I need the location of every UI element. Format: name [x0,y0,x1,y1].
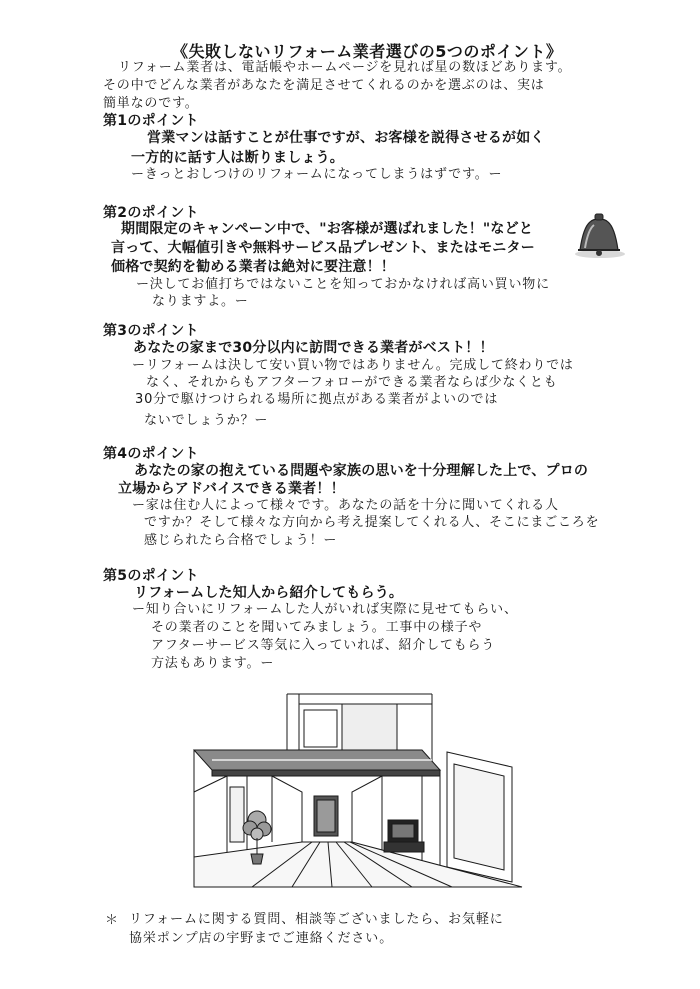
point-3-body-3: 30分で駆けつけられる場所に拠点がある業者がよいのでは [135,392,499,407]
bell-icon [566,210,628,260]
point-5-body-4: 方法もあります。ー [151,656,275,671]
point-1-lead-1: 営業マンは話すことが仕事ですが、お客様を説得させるが如く [147,130,545,146]
point-1-heading: 第1のポイント [103,113,199,129]
intro-line-1: リフォーム業者は、電話帳やホームページを見れば星の数ほどあります。 [118,60,572,75]
point-1-lead-2: 一方的に話す人は断りましょう。 [131,150,344,166]
room-interior-illustration [192,692,524,892]
point-3-body-4: ないでしょうか？ー [144,413,269,428]
point-2-body-2: なりますよ。ー [152,294,249,309]
point-4-body-3: 感じられたら合格でしょう！ー [144,533,338,548]
point-5-body-3: アフターサービス等気に入っていれば、紹介してもらう [151,638,496,653]
point-5-body-1: ー知り合いにリフォームした人がいれば実際に見せてもらい、 [132,602,518,617]
point-2-lead-2: 言って、大幅値引きや無料サービス品プレゼント、またはモニター [111,240,535,256]
footer-line-2: 協栄ポンプ店の宇野までご連絡ください。 [129,931,394,946]
footer-asterisk: ＊ [105,913,119,928]
intro-line-3: 簡単なのです。 [103,96,199,111]
point-2-heading: 第2のポイント [103,205,199,221]
intro-line-2: その中でどんな業者があなたを満足させてくれるのかを選ぶのは、実は [103,78,545,93]
point-5-body-2: その業者のことを聞いてみましょう。工事中の様子や [151,620,483,635]
point-4-body-1: ー家は住む人によって様々です。あなたの話を十分に聞いてくれる人 [132,498,559,513]
point-4-body-2: ですか？そして様々な方向から考え提案してくれる人、そこにまごころを [144,515,600,530]
point-1-body-1: ーきっとおしつけのリフォームになってしまうはずです。ー [131,167,503,182]
point-4-lead-2: 立場からアドバイスできる業者！！ [118,481,345,497]
point-3-heading: 第3のポイント [103,323,199,339]
footer-line-1: リフォームに関する質問、相談等ございましたら、お気軽に [129,912,504,927]
page-title: 《失敗しないリフォーム業者選びの5つのポイント》 [172,42,563,61]
point-4-lead-1: あなたの家の抱えている問題や家族の思いを十分理解した上で、プロの [134,463,589,479]
point-3-lead-1: あなたの家まで30分以内に訪問できる業者がベスト！！ [133,340,494,356]
point-3-body-2: なく、それからもアフターフォローができる業者ならば少なくとも [146,375,558,390]
point-2-body-1: ー決してお値打ちではないことを知っておかなければ高い買い物に [136,277,550,292]
point-2-lead-1: 期間限定のキャンペーン中で、"お客様が選ばれました！"などと [121,221,534,237]
point-5-heading: 第5のポイント [103,568,199,584]
point-3-body-1: ーリフォームは決して安い買い物ではありません。完成して終わりでは [132,358,574,373]
point-4-heading: 第4のポイント [103,446,199,462]
point-2-lead-3: 価格で契約を勧める業者は絶対に要注意！！ [111,259,395,275]
point-5-lead-1: リフォームした知人から紹介してもらう。 [134,585,404,601]
